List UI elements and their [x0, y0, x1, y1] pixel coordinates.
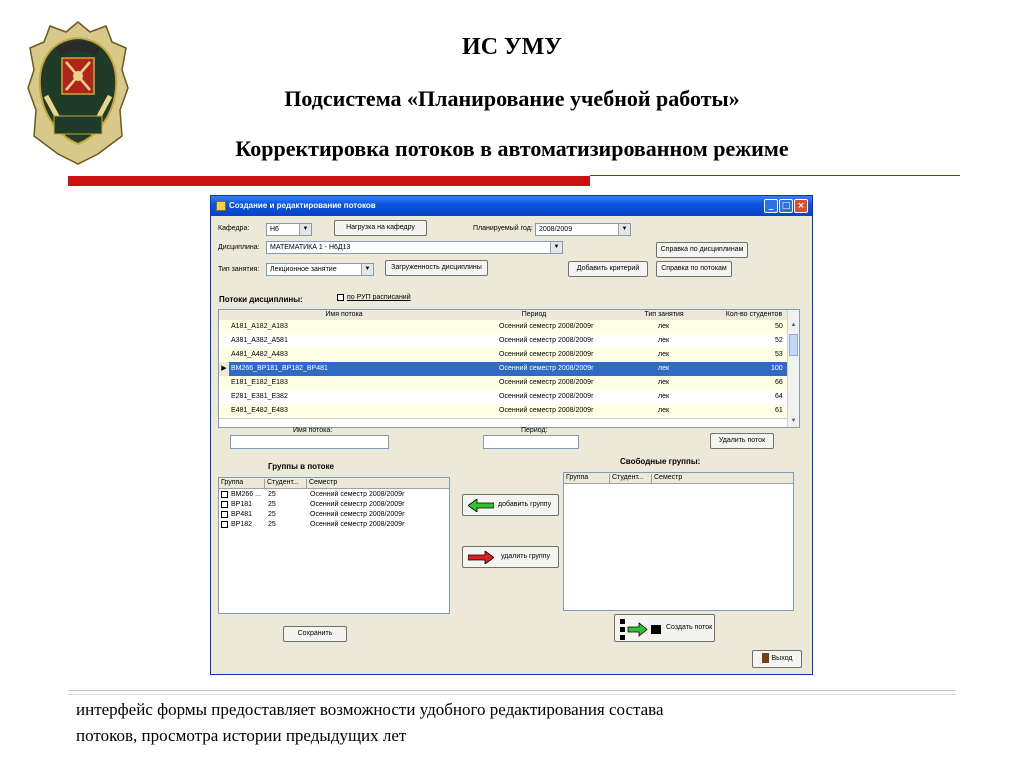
add-group-label: добавить группу — [498, 501, 552, 508]
list-item[interactable] — [219, 490, 449, 500]
stream-name: Е181_Е182_Е183 — [231, 379, 288, 386]
period-input[interactable] — [483, 435, 579, 449]
group-name: ВР182 — [231, 521, 253, 528]
stream-name: А481_А482_А483 — [231, 351, 288, 358]
col-students[interactable]: Студент... — [265, 479, 307, 488]
stream-name: ВМ266_ВР181_ВР182_ВР481 — [231, 365, 328, 372]
create-stream-button[interactable] — [614, 614, 715, 642]
stream-type: лек — [658, 351, 670, 358]
free-groups-label: Свободные группы: — [620, 457, 701, 466]
col-stream-name[interactable]: Имя потока — [325, 311, 363, 318]
stream-period: Осенний семестр 2008/2009г — [499, 337, 594, 344]
col-group[interactable]: Группа — [564, 474, 610, 483]
group-semester: Осенний семестр 2008/2009г — [310, 511, 405, 518]
year-select[interactable] — [535, 223, 631, 236]
col-students[interactable]: Студент... — [610, 474, 652, 483]
streams-editor-window — [210, 195, 813, 675]
add-group-button[interactable] — [462, 494, 559, 516]
stream-type: лек — [658, 379, 670, 386]
streams-table[interactable] — [218, 309, 800, 428]
col-period[interactable]: Период — [521, 311, 547, 318]
nagruzka-button[interactable]: Нагрузка на кафедру — [334, 220, 427, 236]
col-type[interactable]: Тип занятия — [644, 311, 684, 318]
kafedra-select[interactable] — [266, 223, 312, 236]
discipline-label: Дисциплина: — [218, 244, 260, 251]
chevron-down-icon: ▼ — [550, 242, 562, 253]
exit-label: Выход — [771, 655, 793, 662]
kafedra-label: Кафедра: — [218, 225, 250, 232]
create-stream-icon — [619, 618, 663, 640]
remove-group-label: удалить группу — [501, 553, 550, 560]
stream-period: Осенний семестр 2008/2009г — [499, 393, 594, 400]
rup-checkbox-label: по РУП расписаний — [347, 294, 411, 301]
group-semester: Осенний семестр 2008/2009г — [310, 491, 405, 498]
stream-type: лек — [658, 393, 670, 400]
stream-count: 64 — [775, 393, 783, 400]
kafedra-value: Н6 — [270, 226, 279, 233]
stream-count: 52 — [775, 337, 783, 344]
groups-in-stream-list[interactable] — [218, 477, 450, 614]
group-students: 25 — [268, 521, 276, 528]
streams-scrollbar[interactable] — [787, 310, 799, 427]
table-row[interactable] — [219, 404, 789, 419]
slide-title: ИС УМУ — [462, 34, 562, 60]
period-label: Период: — [521, 427, 548, 434]
group-name: ВМ266 ... — [231, 491, 261, 498]
stream-count: 100 — [771, 365, 783, 372]
stream-period: Осенний семестр 2008/2009г — [499, 365, 594, 372]
maximize-icon[interactable]: □ — [779, 199, 793, 213]
group-students: 25 — [268, 491, 276, 498]
chevron-down-icon: ▼ — [299, 224, 311, 235]
footer-divider — [68, 694, 956, 695]
exit-button[interactable] — [752, 650, 802, 668]
group-students: 25 — [268, 511, 276, 518]
col-semester[interactable]: Семестр — [309, 479, 338, 486]
discipline-value: МАТЕМАТИКА 1 - Н6Д13 — [270, 244, 351, 251]
delete-stream-button[interactable]: Удалить поток — [710, 433, 774, 449]
stream-name: Е481_Е482_Е483 — [231, 407, 288, 414]
green-left-arrow-icon — [468, 499, 494, 512]
save-button[interactable]: Сохранить — [283, 626, 347, 642]
window-title: Создание и редактирование потоков — [229, 201, 376, 210]
streams-label: Потоки дисциплины: — [219, 295, 303, 304]
stream-period: Осенний семестр 2008/2009г — [499, 379, 594, 386]
row-pointer-icon: ▶ — [219, 362, 229, 376]
rup-checkbox[interactable] — [337, 294, 344, 301]
zagr-button[interactable]: Загруженность дисциплины — [385, 260, 488, 276]
red-divider-line — [590, 175, 960, 176]
table-row[interactable] — [219, 334, 789, 349]
table-row-selected[interactable] — [219, 362, 789, 377]
lesson-type-select[interactable] — [266, 263, 374, 276]
scroll-down-icon[interactable]: ▼ — [790, 418, 797, 424]
slide-heading: Корректировка потоков в автоматизированном режиме — [235, 136, 789, 161]
chevron-down-icon: ▼ — [361, 264, 373, 275]
spravka-potok-button[interactable]: Справка по потокам — [656, 261, 732, 277]
col-group[interactable]: Группа — [219, 479, 265, 488]
stream-name: Е281_Е381_Е382 — [231, 393, 288, 400]
app-icon — [216, 201, 226, 211]
table-row[interactable] — [219, 320, 789, 335]
window-titlebar[interactable] — [211, 196, 812, 216]
stream-period: Осенний семестр 2008/2009г — [499, 407, 594, 414]
group-students: 25 — [268, 501, 276, 508]
group-semester: Осенний семестр 2008/2009г — [310, 521, 405, 528]
spravka-disc-button[interactable]: Справка по дисциплинам — [656, 242, 748, 258]
groups-in-stream-label: Группы в потоке — [268, 462, 334, 471]
create-stream-label: Создать поток — [666, 624, 713, 631]
table-row[interactable] — [219, 390, 789, 405]
stream-type: лек — [658, 407, 670, 414]
groups-list-header — [219, 478, 449, 489]
slide-subtitle: Подсистема «Планирование учебной работы» — [284, 86, 740, 111]
stream-type: лек — [658, 365, 670, 372]
group-name: ВР181 — [231, 501, 253, 508]
add-criterion-button[interactable]: Добавить критерий — [568, 261, 648, 277]
group-semester: Осенний семестр 2008/2009г — [310, 501, 405, 508]
stream-name-label: Имя потока: — [293, 427, 333, 434]
group-name: ВР481 — [231, 511, 253, 518]
lesson-type-value: Лекционное занятие — [270, 266, 337, 273]
minimize-icon[interactable]: _ — [764, 199, 778, 213]
list-item[interactable] — [219, 500, 449, 510]
group-checkbox[interactable] — [221, 521, 228, 528]
stream-count: 50 — [775, 323, 783, 330]
stream-name: А181_А182_А183 — [231, 323, 288, 330]
stream-name: А381_А382_А581 — [231, 337, 288, 344]
red-right-arrow-icon — [468, 551, 494, 564]
col-count[interactable]: Кол-во студентов — [725, 311, 783, 318]
free-groups-list-header — [564, 473, 793, 484]
caption-line-1: интерфейс формы предоставляет возможности удобного редактирования состава — [76, 700, 664, 719]
scroll-thumb[interactable] — [789, 334, 798, 356]
col-semester[interactable]: Семестр — [654, 474, 683, 481]
year-value: 2008/2009 — [539, 226, 573, 233]
stream-count: 53 — [775, 351, 783, 358]
group-checkbox[interactable] — [221, 501, 228, 508]
list-item[interactable] — [219, 510, 449, 520]
stream-type: лек — [658, 337, 670, 344]
stream-type: лек — [658, 323, 670, 330]
discipline-select[interactable] — [266, 241, 563, 254]
stream-count: 66 — [775, 379, 783, 386]
list-item[interactable] — [219, 520, 449, 530]
caption-line-2: потоков, просмотра истории предыдущих лет — [76, 726, 407, 745]
footer-divider — [68, 690, 956, 691]
group-checkbox[interactable] — [221, 491, 228, 498]
stream-period: Осенний семестр 2008/2009г — [499, 351, 594, 358]
group-checkbox[interactable] — [221, 511, 228, 518]
free-groups-list[interactable] — [563, 472, 794, 611]
close-icon[interactable]: × — [794, 199, 808, 213]
table-row[interactable] — [219, 348, 789, 363]
year-label: Планируемый год: — [473, 225, 533, 232]
slide-caption — [76, 697, 896, 749]
stream-period: Осенний семестр 2008/2009г — [499, 323, 594, 330]
scroll-up-icon[interactable]: ▲ — [790, 322, 797, 328]
red-divider-bar — [68, 176, 590, 186]
remove-group-button[interactable] — [462, 546, 559, 568]
chevron-down-icon: ▼ — [618, 224, 630, 235]
stream-name-input[interactable] — [230, 435, 389, 449]
stream-count: 61 — [775, 407, 783, 414]
lesson-type-label: Тип занятия: — [218, 266, 260, 273]
table-row[interactable] — [219, 376, 789, 391]
door-icon — [762, 653, 769, 663]
